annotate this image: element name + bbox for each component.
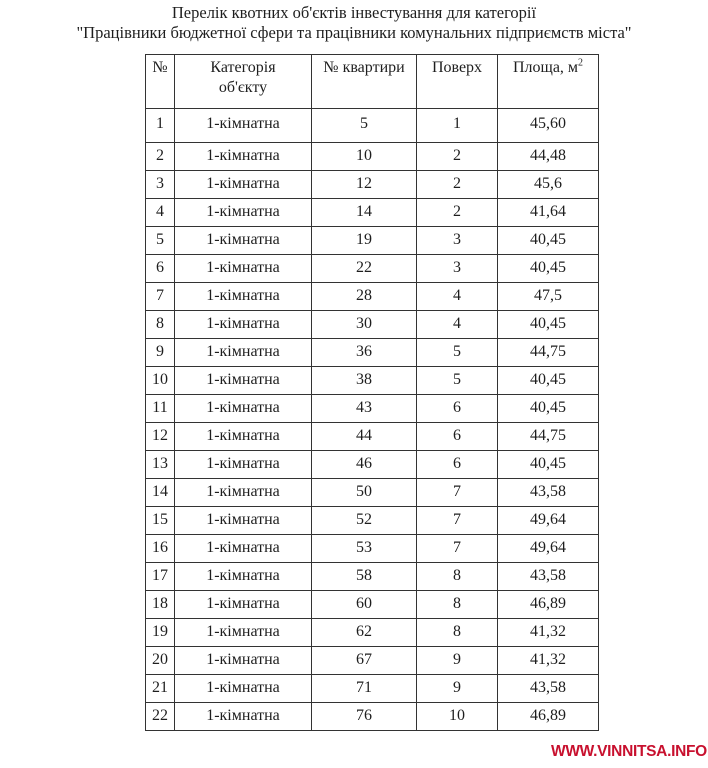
cell-number: 7 — [146, 283, 175, 311]
cell-apartment-number: 43 — [312, 395, 417, 423]
cell-number: 21 — [146, 675, 175, 703]
table-row — [146, 591, 599, 619]
cell-floor: 8 — [417, 591, 498, 619]
cell-area: 43,58 — [498, 675, 599, 703]
cell-category: 1-кімнатна — [175, 143, 312, 171]
cell-floor: 2 — [417, 143, 498, 171]
cell-area: 45,60 — [498, 109, 599, 143]
cell-category: 1-кімнатна — [175, 535, 312, 563]
cell-floor: 9 — [417, 675, 498, 703]
cell-number: 16 — [146, 535, 175, 563]
cell-area: 47,5 — [498, 283, 599, 311]
cell-number: 15 — [146, 507, 175, 535]
cell-apartment-number: 60 — [312, 591, 417, 619]
cell-apartment-number: 36 — [312, 339, 417, 367]
cell-category: 1-кімнатна — [175, 451, 312, 479]
cell-category: 1-кімнатна — [175, 619, 312, 647]
cell-floor: 8 — [417, 619, 498, 647]
table-row — [146, 507, 599, 535]
cell-apartment-number: 12 — [312, 171, 417, 199]
cell-area: 44,75 — [498, 423, 599, 451]
cell-apartment-number: 53 — [312, 535, 417, 563]
table-row — [146, 227, 599, 255]
cell-area: 46,89 — [498, 591, 599, 619]
table-row — [146, 283, 599, 311]
cell-number: 2 — [146, 143, 175, 171]
table-header-row — [146, 55, 599, 109]
header-area-label: Площа, м — [512, 59, 579, 76]
cell-area: 43,58 — [498, 479, 599, 507]
table-row — [146, 703, 599, 731]
cell-floor: 7 — [417, 535, 498, 563]
table-row — [146, 451, 599, 479]
cell-number: 3 — [146, 171, 175, 199]
cell-number: 14 — [146, 479, 175, 507]
cell-area: 41,32 — [498, 647, 599, 675]
cell-apartment-number: 44 — [312, 423, 417, 451]
cell-floor: 7 — [417, 507, 498, 535]
cell-number: 12 — [146, 423, 175, 451]
cell-category: 1-кімнатна — [175, 507, 312, 535]
cell-floor: 3 — [417, 255, 498, 283]
document-title — [0, 3, 708, 43]
table-row — [146, 367, 599, 395]
cell-apartment-number: 62 — [312, 619, 417, 647]
cell-number: 8 — [146, 311, 175, 339]
cell-floor: 1 — [417, 109, 498, 143]
cell-number: 5 — [146, 227, 175, 255]
cell-area: 40,45 — [498, 311, 599, 339]
table-body — [146, 109, 599, 731]
cell-floor: 6 — [417, 395, 498, 423]
cell-area: 49,64 — [498, 535, 599, 563]
cell-category: 1-кімнатна — [175, 283, 312, 311]
cell-apartment-number: 67 — [312, 647, 417, 675]
cell-floor: 3 — [417, 227, 498, 255]
cell-number: 20 — [146, 647, 175, 675]
table-row — [146, 339, 599, 367]
cell-apartment-number: 76 — [312, 703, 417, 731]
title-line-1: Перелік квотних об'єктів інвестування для категорії — [171, 3, 537, 22]
title-line-2: "Працівники бюджетної сфери та працівники комунальних підприємств міста" — [76, 23, 632, 42]
cell-floor: 7 — [417, 479, 498, 507]
cell-number: 17 — [146, 563, 175, 591]
cell-category: 1-кімнатна — [175, 563, 312, 591]
cell-category: 1-кімнатна — [175, 311, 312, 339]
cell-apartment-number: 58 — [312, 563, 417, 591]
cell-category: 1-кімнатна — [175, 647, 312, 675]
cell-apartment-number: 71 — [312, 675, 417, 703]
cell-area: 41,64 — [498, 199, 599, 227]
cell-area: 40,45 — [498, 227, 599, 255]
cell-apartment-number: 46 — [312, 451, 417, 479]
cell-area: 44,48 — [498, 143, 599, 171]
cell-category: 1-кімнатна — [175, 339, 312, 367]
cell-category: 1-кімнатна — [175, 423, 312, 451]
cell-area: 40,45 — [498, 451, 599, 479]
header-category-line-1: Категорія — [210, 59, 276, 76]
cell-category: 1-кімнатна — [175, 109, 312, 143]
cell-floor: 2 — [417, 199, 498, 227]
cell-floor: 6 — [417, 451, 498, 479]
cell-apartment-number: 50 — [312, 479, 417, 507]
cell-floor: 2 — [417, 171, 498, 199]
cell-number: 22 — [146, 703, 175, 731]
header-number: № — [146, 55, 175, 109]
table-row — [146, 619, 599, 647]
table-row — [146, 675, 599, 703]
quota-objects-table — [145, 54, 599, 731]
cell-area: 40,45 — [498, 395, 599, 423]
header-floor: Поверх — [417, 55, 498, 109]
cell-apartment-number: 14 — [312, 199, 417, 227]
cell-floor: 10 — [417, 703, 498, 731]
cell-number: 10 — [146, 367, 175, 395]
table-row — [146, 563, 599, 591]
cell-apartment-number: 22 — [312, 255, 417, 283]
cell-apartment-number: 52 — [312, 507, 417, 535]
table-row — [146, 395, 599, 423]
table-row — [146, 255, 599, 283]
cell-floor: 4 — [417, 311, 498, 339]
cell-apartment-number: 5 — [312, 109, 417, 143]
cell-number: 6 — [146, 255, 175, 283]
header-category — [175, 55, 312, 109]
cell-category: 1-кімнатна — [175, 227, 312, 255]
header-area — [498, 55, 599, 109]
cell-area: 46,89 — [498, 703, 599, 731]
table-row — [146, 647, 599, 675]
cell-floor: 9 — [417, 647, 498, 675]
header-apartment-number: № квартири — [312, 55, 417, 109]
cell-area: 44,75 — [498, 339, 599, 367]
cell-apartment-number: 28 — [312, 283, 417, 311]
table-row — [146, 535, 599, 563]
table-row — [146, 199, 599, 227]
cell-floor: 4 — [417, 283, 498, 311]
table-row — [146, 311, 599, 339]
cell-number: 19 — [146, 619, 175, 647]
cell-floor: 6 — [417, 423, 498, 451]
cell-area: 45,6 — [498, 171, 599, 199]
cell-category: 1-кімнатна — [175, 703, 312, 731]
cell-apartment-number: 10 — [312, 143, 417, 171]
table-row — [146, 143, 599, 171]
cell-apartment-number: 19 — [312, 227, 417, 255]
table-row — [146, 479, 599, 507]
cell-number: 9 — [146, 339, 175, 367]
cell-area: 40,45 — [498, 367, 599, 395]
cell-category: 1-кімнатна — [175, 395, 312, 423]
cell-category: 1-кімнатна — [175, 171, 312, 199]
cell-number: 11 — [146, 395, 175, 423]
cell-number: 18 — [146, 591, 175, 619]
header-category-line-2: об'єкту — [218, 79, 268, 96]
cell-floor: 5 — [417, 367, 498, 395]
cell-area: 43,58 — [498, 563, 599, 591]
cell-category: 1-кімнатна — [175, 255, 312, 283]
cell-area: 49,64 — [498, 507, 599, 535]
table-row — [146, 171, 599, 199]
cell-category: 1-кімнатна — [175, 199, 312, 227]
cell-area: 41,32 — [498, 619, 599, 647]
cell-floor: 5 — [417, 339, 498, 367]
cell-number: 1 — [146, 109, 175, 143]
site-watermark: WWW.VINNITSA.INFO — [551, 743, 707, 760]
cell-apartment-number: 38 — [312, 367, 417, 395]
cell-number: 4 — [146, 199, 175, 227]
table-row — [146, 109, 599, 143]
cell-number: 13 — [146, 451, 175, 479]
table-row — [146, 423, 599, 451]
cell-category: 1-кімнатна — [175, 675, 312, 703]
cell-floor: 8 — [417, 563, 498, 591]
header-area-superscript: 2 — [578, 57, 584, 69]
cell-category: 1-кімнатна — [175, 479, 312, 507]
cell-category: 1-кімнатна — [175, 591, 312, 619]
cell-category: 1-кімнатна — [175, 367, 312, 395]
cell-area: 40,45 — [498, 255, 599, 283]
cell-apartment-number: 30 — [312, 311, 417, 339]
